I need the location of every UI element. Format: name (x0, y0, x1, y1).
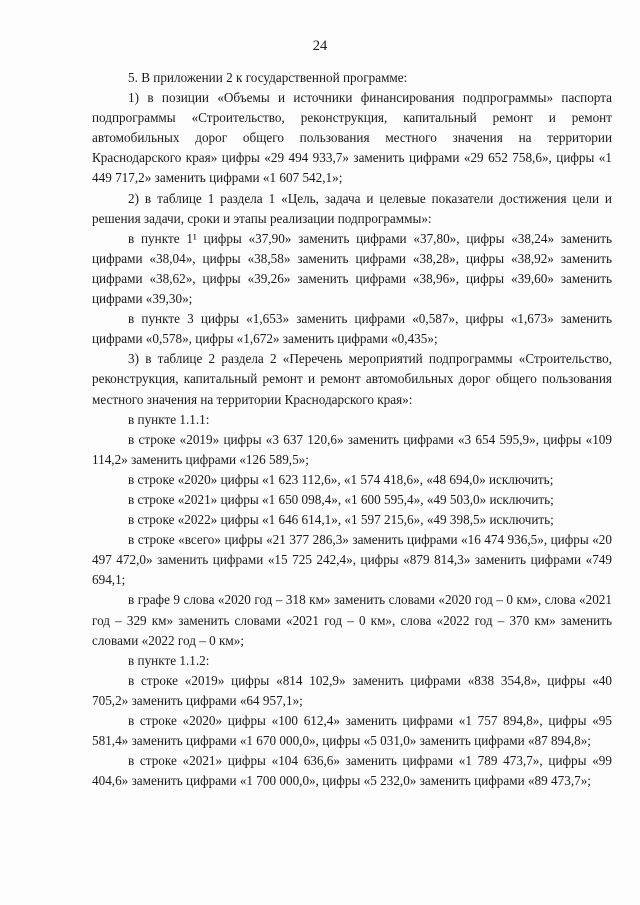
column-9-point-1-1-1: в графе 9 слова «2020 год – 318 км» заменить словами «2020 год – 0 км», слова «2021 год – 329 км» заменить словами «2021 год – 0 км», слова «2022 год – 370 км» заменить словами «2022 год – 0 км»; (92, 592, 612, 648)
section-heading-appendix-2: 5. В приложении 2 к государственной программе: (128, 70, 408, 85)
point-1-1-1-heading: в пункте 1.1.1: (128, 411, 210, 427)
item-3-table-2: 3) в таблице 2 раздела 2 «Перечень мероприятий подпрограммы «Строительство, реконструкция, капитальный ремонт и ремонт автомобильных дорог общего пользования местного значения на территории Краснодарского края»: (92, 351, 612, 407)
item-2-table-1: 2) в таблице 1 раздела 1 «Цель, задача и целевые показатели достижения цели и решения задачи, сроки и этапы реализации подпрограммы»: (92, 190, 612, 226)
point-1-1-indicators: в пункте 1¹ цифры «37,90» заменить цифрами «37,80», цифры «38,24» заменить цифрами «38,04», цифры «38,58» заменить цифрами «38,28», цифры «38,92» заменить цифрами «38,62», цифры «39,26» заменить цифрами «38,96», цифры «39,60» заменить цифрами «39,30»; (92, 230, 612, 307)
page-number: 24 (312, 38, 328, 54)
row-total-point-1-1-1: в строке «всего» цифры «21 377 286,3» заменить цифрами «16 474 936,5», цифры «20 497 472,0» заменить цифрами «15 725 242,4», цифры «879 814,3» заменить цифрами «749 694,1; (92, 532, 612, 588)
document-body (92, 68, 612, 791)
row-2019-point-1-1-1: в строке «2019» цифры «3 637 120,6» заменить цифрами «3 654 595,9», цифры «109 114,2» заменить цифрами «126 589,5»; (92, 431, 612, 467)
row-2022-point-1-1-1: в строке «2022» цифры «1 646 614,1», «1 597 215,6», «49 398,5» исключить; (128, 512, 554, 528)
row-2020-point-1-1-2: в строке «2020» цифры «100 612,4» заменить цифрами «1 757 894,8», цифры «95 581,4» заменить цифрами «1 670 000,0», цифры «5 031,0» заменить цифрами «87 894,8»; (92, 713, 612, 749)
item-1-financing-volumes: 1) в позиции «Объемы и источники финансирования подпрограммы» паспорта подпрограммы «Строительство, реконструкция, капитальный ремонт и ремонт автомобильных дорог общего пользования местного значения на территории Краснодарского края» цифры «29 494 933,7» заменить цифрами «29 652 758,6», цифры «1 449 717,2» заменить цифрами «1 607 542,1»; (92, 90, 612, 186)
row-2021-point-1-1-2: в строке «2021» цифры «104 636,6» заменить цифрами «1 789 473,7», цифры «99 404,6» заменить цифрами «1 700 000,0», цифры «5 232,0» заменить цифрами «89 473,7»; (92, 753, 612, 789)
row-2020-point-1-1-1: в строке «2020» цифры «1 623 112,6», «1 574 418,6», «48 694,0» исключить; (128, 471, 554, 487)
point-3-indicators: в пункте 3 цифры «1,653» заменить цифрами «0,587», цифры «1,673» заменить цифрами «0,578», цифры «1,672» заменить цифрами «0,435»; (92, 311, 612, 347)
row-2019-point-1-1-2: в строке «2019» цифры «814 102,9» заменить цифрами «838 354,8», цифры «40 705,2» заменить цифрами «64 957,1»; (92, 672, 612, 708)
point-1-1-2-heading: в пункте 1.1.2: (128, 652, 210, 668)
row-2021-point-1-1-1: в строке «2021» цифры «1 650 098,4», «1 600 595,4», «49 503,0» исключить; (128, 491, 554, 507)
